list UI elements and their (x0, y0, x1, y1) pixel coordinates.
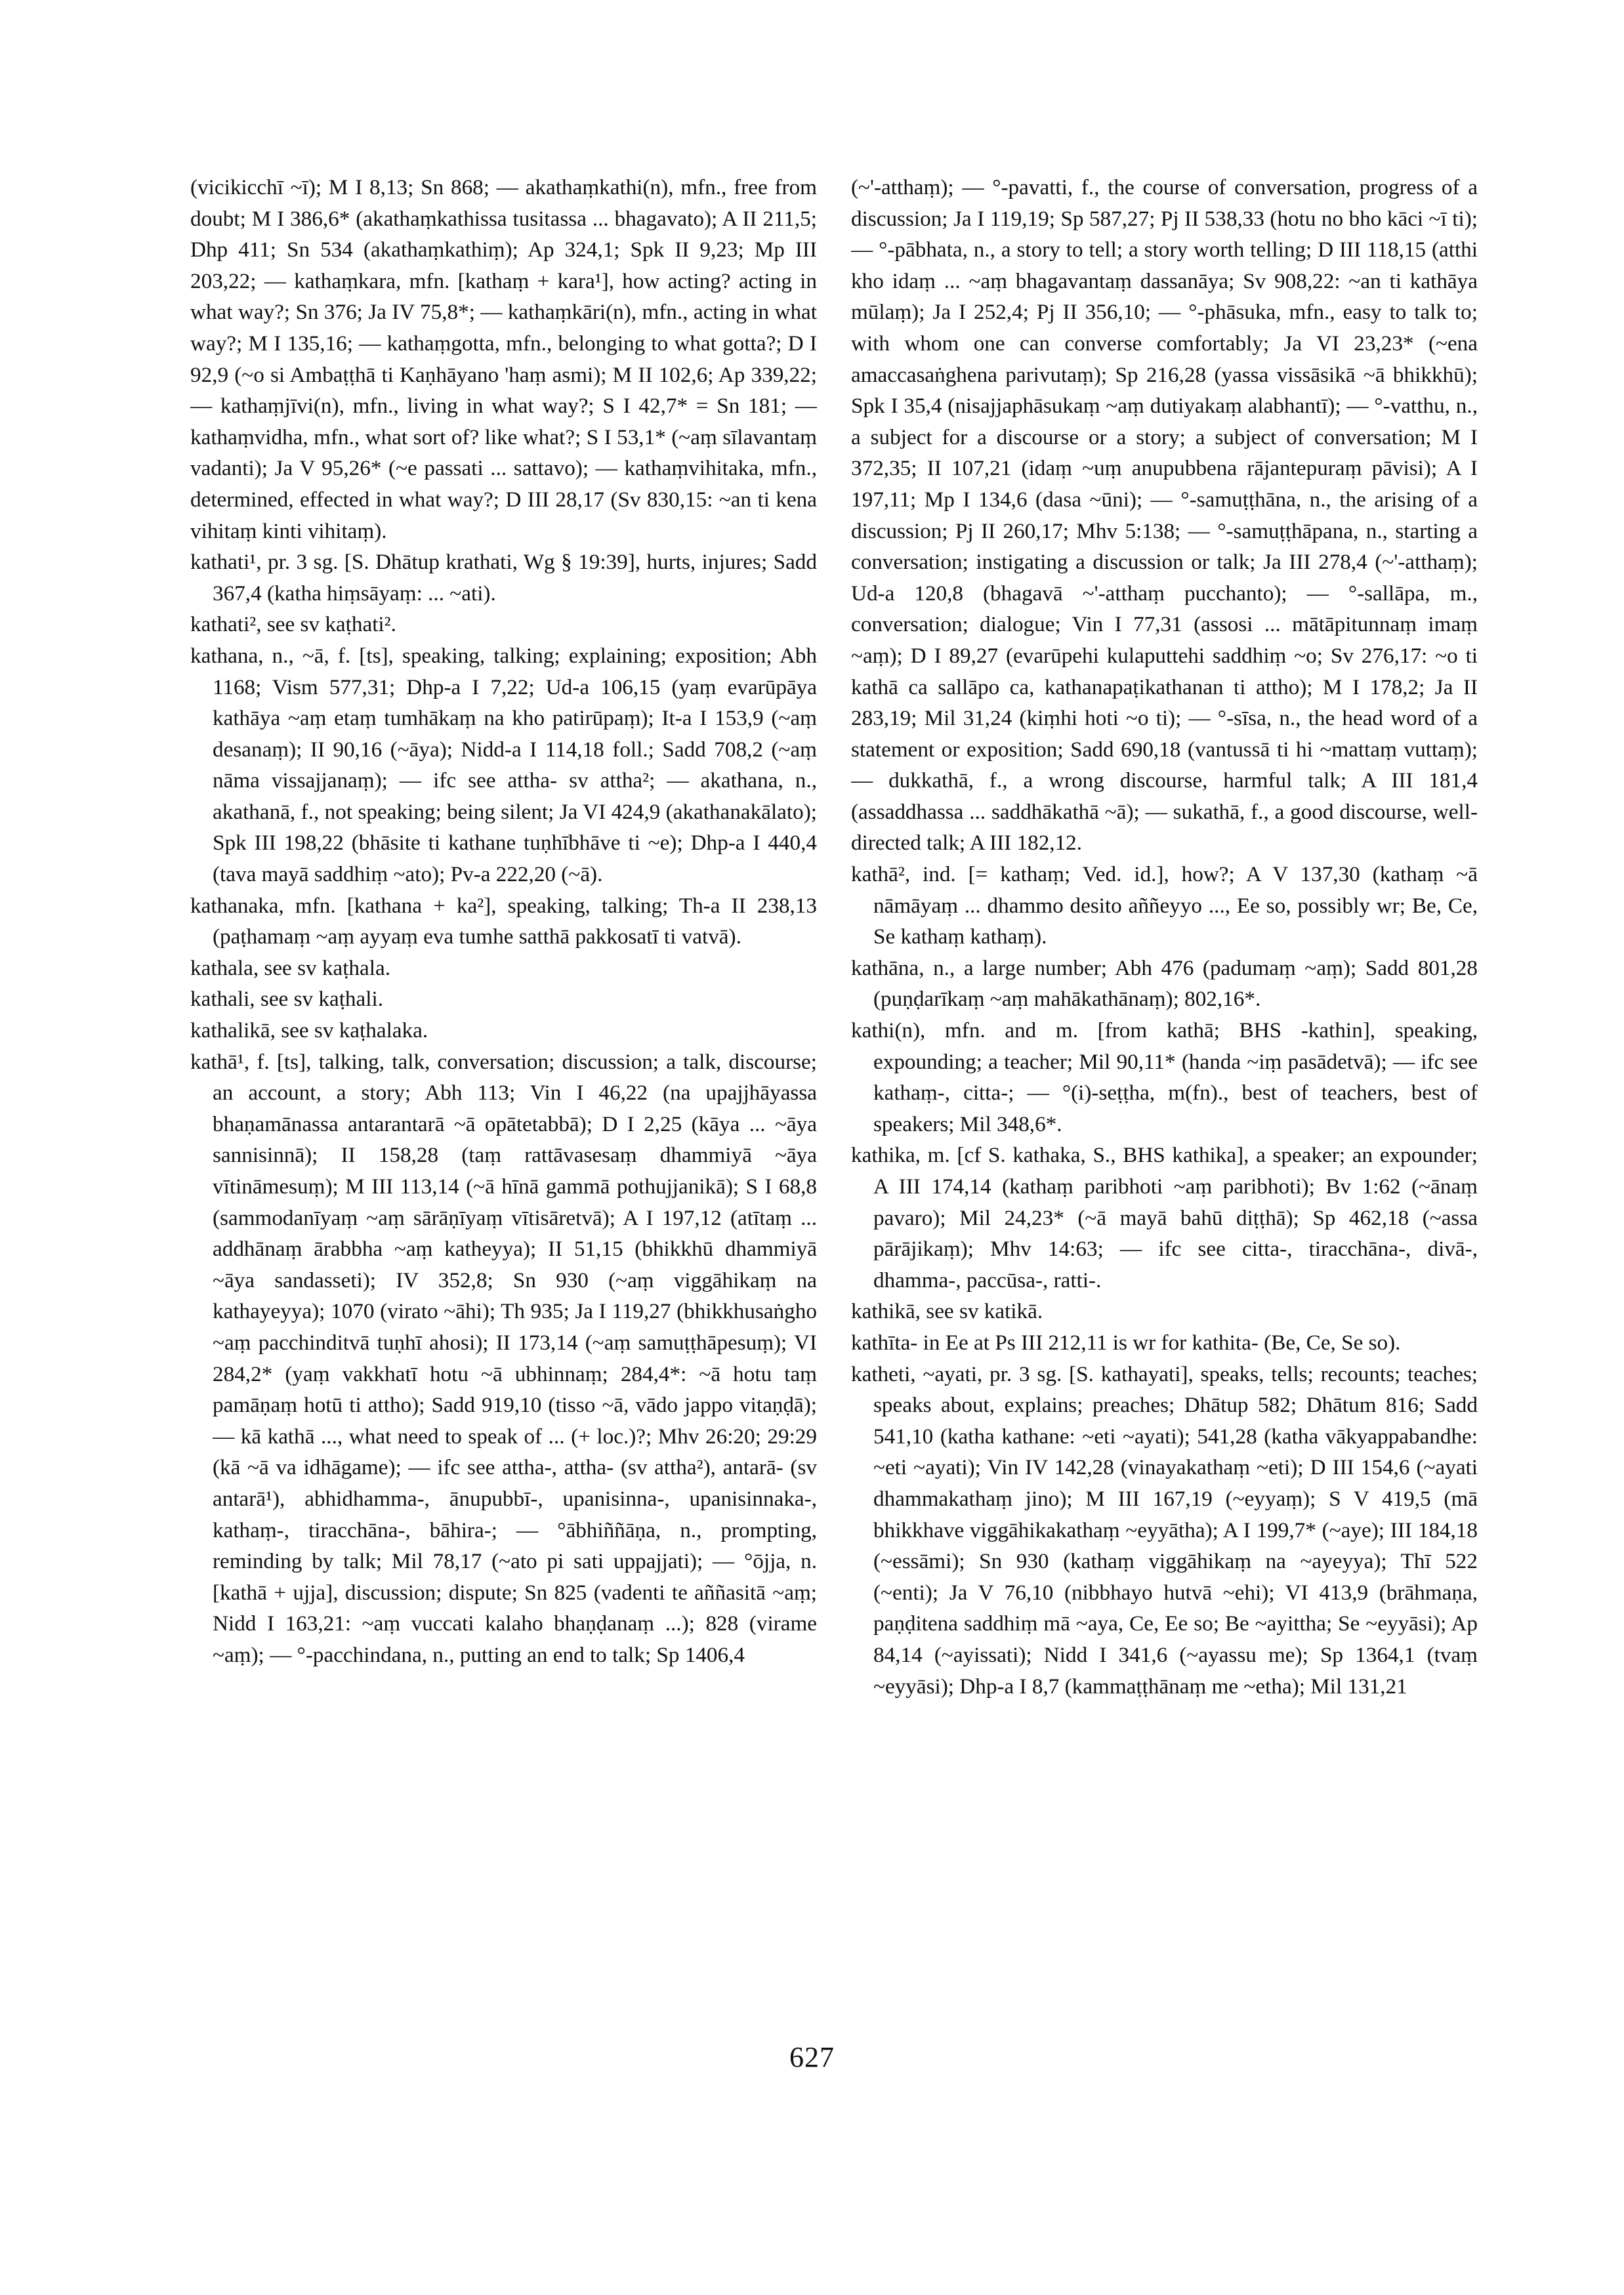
entry-kathalika: kathalikā, see sv kaṭhalaka. (190, 1018, 428, 1043)
entry-kathati-1: kathati¹, pr. 3 sg. [S. Dhātup krathati, Wg § 19:39], hurts, injures; Sadd 367,4 (katha hiṃsāyaṃ: ... ~ati). (190, 550, 817, 606)
page-number: 627 (789, 2041, 835, 2073)
entry-katha-2: kathā², ind. [= kathaṃ; Ved. id.], how?; A V 137,30 (kathaṃ ~ā nāmāyaṃ ... dhammo desito aññeyyo ..., Ee so, possibly wr; Be, Ce, Se kathaṃ kathaṃ). (851, 862, 1478, 949)
entry-kathita: kathīta- in Ee at Ps III 212,11 is wr for kathita- (Be, Ce, Se so). (851, 1330, 1401, 1355)
entry-continuation: (~'-atthaṃ); — °-pavatti, f., the course of conversation, progress of a discussion; Ja I 119,19; Sp 587,27; Pj II 538,33 (hotu no bho kāci ~ī ti); — °-pābhata, n., a story to tell; a story worth telling; D III 118,15 (atthi kho idaṃ ... ~aṃ bhagavantaṃ dassanāya; Sv 908,22: ~an ti kathāya mūlaṃ); Ja I 252,4; Pj II 356,10; — °-phāsuka, mfn., easy to talk to; with whom one can converse comfortably; Ja VI 23,23* (~ena amaccasaṅghena parivutaṃ); Sp 216,28 (yassa vissāsikā ~ā bhikkhū); Spk I 35,4 (nisajjaphāsukaṃ ~aṃ dutiyakaṃ alabhantī); — °-vatthu, n., a subject for a discourse or a story; a subject of conversation; M I 372,35; II 107,21 (idaṃ ~uṃ anupubbena rājantepuraṃ pāvisi); A I 197,11; Mp I 134,6 (dasa ~ūni); — °-samuṭṭhāna, n., the arising of a discussion; Pj II 260,17; Mhv 5:138; — °-samuṭṭhāpana, n., starting a conversation; instigating a discussion or talk; Ja III 278,4 (~'-atthaṃ); Ud-a 120,8 (bhagavā ~'-atthaṃ pucchanto); — °-sallāpa, m., conversation; dialogue; Vin I 77,31 (assosi ... mātāpitunnaṃ imaṃ ~aṃ); D I 89,27 (evarūpehi kulaputtehi saddhiṃ ~o; Sv 276,17: ~o ti kathā ca sallāpo ca, kathanapaṭikathanan ti attho); M I 178,2; Ja II 283,19; Mil 31,24 (kiṃhi hoti ~o ti); — °-sīsa, n., the head word of a statement or exposition; Sadd 690,18 (vantussā ti hi ~mattaṃ vuttaṃ); — dukkathā, f., a wrong discourse, harmful talk; A III 181,4 (assaddhassa ... saddhākathā ~ā); — sukathā, f., a good discourse, well-directed talk; A III 182,12. (851, 175, 1478, 856)
entry-kathin: kathi(n), mfn. and m. [from kathā; BHS -kathin], speaking, expounding; a teacher; Mil 90,11* (handa ~iṃ pasādetvā); — ifc see kathaṃ-, citta-; — °(i)-seṭṭha, m(fn)., best of teachers, best of speakers; Mil 348,6*. (851, 1018, 1478, 1136)
entry-kathanaka: kathanaka, mfn. [kathana + ka²], speaking, talking; Th-a II 238,13 (paṭhamaṃ ~aṃ ayyaṃ eva tumhe satthā pakkosatī ti vatvā). (190, 893, 817, 949)
entry-kathika-fem: kathikā, see sv katikā. (851, 1299, 1043, 1324)
left-column (190, 172, 817, 2127)
entry-continuation: (vicikicchī ~ī); M I 8,13; Sn 868; — akathaṃkathi(n), mfn., free from doubt; M I 386,6* (akathaṃkathissa tusitassa ... bhagavato); A II 211,5; Dhp 411; Sn 534 (akathaṃkathiṃ); Ap 324,1; Spk II 9,23; Mp III 203,22; — kathaṃkara, mfn. [kathaṃ + kara¹], how acting? acting in what way?; Sn 376; Ja IV 75,8*; — kathaṃkāri(n), mfn., acting in what way?; M I 135,16; — kathaṃgotta, mfn., belonging to what gotta?; D I 92,9 (~o si Ambaṭṭhā ti Kaṇhāyano 'haṃ asmi); M II 102,6; Ap 339,22; — kathaṃjīvi(n), mfn., living in what way?; S I 42,7* = Sn 181; — kathaṃvidha, mfn., what sort of? like what?; S I 53,1* (~aṃ sīlavantaṃ vadanti); Ja V 95,26* (~e passati ... sattavo); — kathaṃvihitaka, mfn., determined, effected in what way?; D III 28,17 (Sv 830,15: ~an ti kena vihitaṃ kinti vihitaṃ). (190, 175, 817, 543)
entry-kathala: kathala, see sv kaṭhala. (190, 955, 391, 980)
entry-kathana: kathana, n., ~ā, f. [ts], speaking, talking; explaining; exposition; Abh 1168; Vism 577,31; Dhp-a I 7,22; Ud-a 106,15 (yaṃ evarūpāya kathāya ~aṃ etaṃ tumhākaṃ na kho patirūpaṃ); It-a I 153,9 (~aṃ desanaṃ); II 90,16 (~āya); Nidd-a I 114,18 foll.; Sadd 708,2 (~aṃ nāma vissajjanaṃ); — ifc see attha- sv attha²; — akathana, n., akathanā, f., not speaking; being silent; Ja VI 424,9 (akathanakālato); Spk III 198,22 (bhāsite ti kathane tuṇhībhāve ti ~e); Dhp-a I 440,4 (tava mayā saddhiṃ ~ato); Pv-a 222,20 (~ā). (190, 643, 817, 887)
entry-kathali: kathali, see sv kaṭhali. (190, 987, 383, 1012)
entry-katheti: katheti, ~ayati, pr. 3 sg. [S. kathayati], speaks, tells; recounts; teaches; speaks about, explains; preaches; Dhātup 582; Dhātum 816; Sadd 541,10 (katha kathane: ~eti ~ayati); 541,28 (katha vākyappabandhe: ~eti ~ayati); Vin IV 142,28 (vinayakathaṃ ~eti); D III 154,6 (~ayati dhammakathaṃ jino); M III 167,19 (~eyyaṃ); S V 419,5 (mā bhikkhave viggāhikakathaṃ ~eyyātha); A I 199,7* (~aye); III 184,18 (~essāmi); Sn 930 (kathaṃ viggāhikaṃ na ~ayeyya); Thī 522 (~enti); Ja V 76,10 (nibbhayo hutvā ~ehi); VI 413,9 (brāhmaṇa, paṇḍitena saddhiṃ mā ~aya, Ce, Ee so; Be ~ayittha; Se ~eyyāsi); Ap 84,14 (~ayissati); Nidd I 341,6 (~ayassu me); Sp 1364,1 (tvaṃ ~eyyāsi); Dhp-a I 8,7 (kammaṭṭhānaṃ me ~etha); Mil 131,21 (851, 1361, 1478, 1699)
entry-kathati-2: kathati², see sv kaṭhati². (190, 612, 396, 637)
entry-kathana-number: kathāna, n., a large number; Abh 476 (padumaṃ ~aṃ); Sadd 801,28 (puṇḍarīkaṃ ~aṃ mahākathānaṃ); 802,16*. (851, 955, 1478, 1012)
right-column (851, 172, 1478, 2127)
entry-kathika: kathika, m. [cf S. kathaka, S., BHS kathika], a speaker; an expounder; A III 174,14 (kathaṃ paribhoti ~aṃ paribhoti); Bv 1:62 (~ānaṃ pavaro); Mil 24,23* (~ā mayā bahū diṭṭhā); Sp 462,18 (~assa pārājikaṃ); Mhv 14:63; — ifc see citta-, tiracchāna-, divā-, dhamma-, paccūsa-, ratti-. (851, 1143, 1478, 1292)
entry-katha-1: kathā¹, f. [ts], talking, talk, conversation; discussion; a talk, discourse; an account, a story; Abh 113; Vin I 46,22 (na upajjhāyassa bhaṇamānassa antarantarā ~ā opātetabbā); D I 2,25 (kāya ... ~āya sannisinnā); II 158,28 (taṃ rattāvasesaṃ dhammiyā ~āya vītināmesuṃ); M III 113,14 (~ā hīnā gammā pothujjanikā); S I 68,8 (sammodanīyaṃ ~aṃ sārāṇīyaṃ vītisāretvā); A I 197,12 (atītaṃ ... addhānaṃ ārabbha ~aṃ katheyya); II 51,15 (bhikkhū dhammiyā ~āya sandasseti); IV 352,8; Sn 930 (~aṃ viggāhikaṃ na kathayeyya); 1070 (virato ~āhi); Th 935; Ja I 119,27 (bhikkhusaṅgho ~aṃ pacchinditvā tuṇhī ahosi); II 173,14 (~aṃ samuṭṭhāpesuṃ); VI 284,2* (yaṃ vakkhatī hotu ~ā ubhinnaṃ; 284,4*: ~ā hotu taṃ pamāṇaṃ hotū ti attho); Sadd 919,10 (tisso ~ā, vādo jappo vitaṇḍā); — kā kathā ..., what need to speak of ... (+ loc.)?; Mhv 26:20; 29:29 (kā ~ā va idhāgame); — ifc see attha-, attha- (sv attha²), antarā- (sv antarā¹), abhidhamma-, ānupubbī-, upanisinna-, upanisinnaka-, kathaṃ-, tiracchāna-, bāhira-; — °ābhiññāṇa, n., prompting, reminding by talk; Mil 78,17 (~ato pi sati uppajjati); — °ōjja, n. [kathā + ujja], discussion; dispute; Sn 825 (vadenti te aññasitā ~aṃ; Nidd I 163,21: ~aṃ vuccati kalaho bhaṇḍanaṃ ...); 828 (virame ~aṃ); — °-pacchindana, n., putting an end to talk; Sp 1406,4 (190, 1049, 817, 1667)
